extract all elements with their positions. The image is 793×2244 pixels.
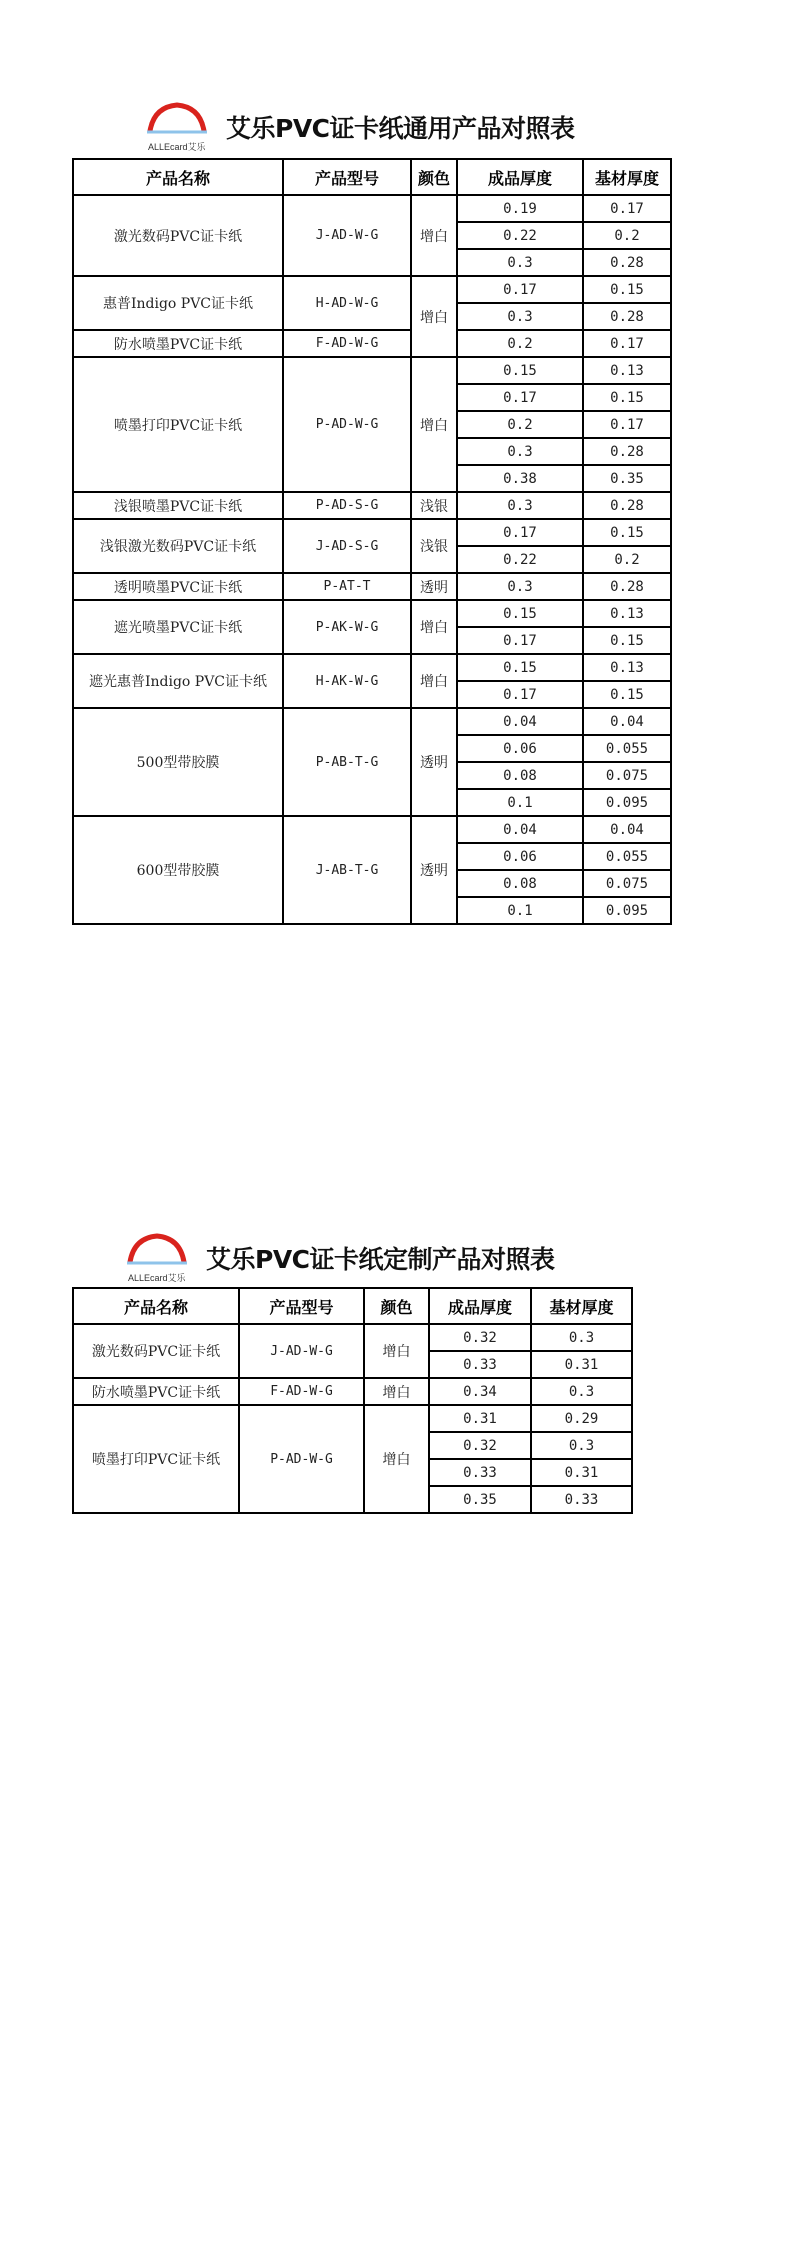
product-model: P-AD-S-G xyxy=(283,492,411,519)
header-base-thickness: 基材厚度 xyxy=(531,1288,632,1324)
finished-thickness: 0.32 xyxy=(429,1324,531,1351)
finished-thickness: 0.15 xyxy=(457,600,583,627)
base-thickness: 0.2 xyxy=(583,222,671,249)
header-row xyxy=(73,159,671,195)
base-thickness: 0.17 xyxy=(583,330,671,357)
product-name: 透明喷墨PVC证卡纸 xyxy=(73,573,283,600)
product-model: P-AK-W-G xyxy=(283,600,411,654)
finished-thickness: 0.19 xyxy=(457,195,583,222)
product-model: J-AB-T-G xyxy=(283,816,411,924)
finished-thickness: 0.17 xyxy=(457,627,583,654)
finished-thickness: 0.17 xyxy=(457,681,583,708)
base-thickness: 0.17 xyxy=(583,195,671,222)
product-name: 500型带胶膜 xyxy=(73,708,283,816)
base-thickness: 0.055 xyxy=(583,843,671,870)
finished-thickness: 0.22 xyxy=(457,222,583,249)
allecard-logo: ALLEcard艾乐 xyxy=(124,1232,190,1284)
base-thickness: 0.31 xyxy=(531,1459,632,1486)
product-name: 防水喷墨PVC证卡纸 xyxy=(73,330,283,357)
allecard-logo: ALLEcard艾乐 xyxy=(144,101,210,153)
finished-thickness: 0.33 xyxy=(429,1351,531,1378)
custom-products-table xyxy=(72,1287,633,1514)
product-name: 防水喷墨PVC证卡纸 xyxy=(73,1378,239,1405)
base-thickness: 0.15 xyxy=(583,627,671,654)
header-color: 颜色 xyxy=(411,159,457,195)
table-row xyxy=(73,654,671,681)
base-thickness: 0.28 xyxy=(583,573,671,600)
product-model: P-AD-W-G xyxy=(239,1405,364,1513)
base-thickness: 0.35 xyxy=(583,465,671,492)
finished-thickness: 0.17 xyxy=(457,384,583,411)
general-products-table xyxy=(72,158,672,925)
base-thickness: 0.15 xyxy=(583,276,671,303)
product-name: 激光数码PVC证卡纸 xyxy=(73,195,283,276)
base-thickness: 0.15 xyxy=(583,519,671,546)
product-model: J-AD-W-G xyxy=(283,195,411,276)
product-color: 增白 xyxy=(411,195,457,276)
table-row xyxy=(73,276,671,303)
product-model: J-AD-S-G xyxy=(283,519,411,573)
product-color: 透明 xyxy=(411,816,457,924)
finished-thickness: 0.06 xyxy=(457,843,583,870)
product-name: 遮光惠普Indigo PVC证卡纸 xyxy=(73,654,283,708)
product-name: 浅银激光数码PVC证卡纸 xyxy=(73,519,283,573)
product-color: 增白 xyxy=(364,1324,429,1378)
finished-thickness: 0.32 xyxy=(429,1432,531,1459)
base-thickness: 0.04 xyxy=(583,816,671,843)
finished-thickness: 0.34 xyxy=(429,1378,531,1405)
finished-thickness: 0.35 xyxy=(429,1486,531,1513)
base-thickness: 0.31 xyxy=(531,1351,632,1378)
product-name: 喷墨打印PVC证卡纸 xyxy=(73,357,283,492)
finished-thickness: 0.2 xyxy=(457,330,583,357)
table-row xyxy=(73,708,671,735)
base-thickness: 0.28 xyxy=(583,438,671,465)
product-model: P-AT-T xyxy=(283,573,411,600)
product-color: 增白 xyxy=(411,276,457,357)
base-thickness: 0.075 xyxy=(583,762,671,789)
finished-thickness: 0.04 xyxy=(457,708,583,735)
finished-thickness: 0.1 xyxy=(457,897,583,924)
base-thickness: 0.3 xyxy=(531,1378,632,1405)
table-row xyxy=(73,492,671,519)
header-finished-thickness: 成品厚度 xyxy=(429,1288,531,1324)
product-name: 浅银喷墨PVC证卡纸 xyxy=(73,492,283,519)
table-row xyxy=(73,519,671,546)
product-model: H-AD-W-G xyxy=(283,276,411,330)
product-color: 透明 xyxy=(411,573,457,600)
base-thickness: 0.13 xyxy=(583,357,671,384)
product-name: 激光数码PVC证卡纸 xyxy=(73,1324,239,1378)
finished-thickness: 0.33 xyxy=(429,1459,531,1486)
product-color: 透明 xyxy=(411,708,457,816)
finished-thickness: 0.08 xyxy=(457,870,583,897)
page-title: 艾乐PVC证卡纸通用产品对照表 xyxy=(226,114,575,143)
finished-thickness: 0.3 xyxy=(457,492,583,519)
base-thickness: 0.29 xyxy=(531,1405,632,1432)
base-thickness: 0.33 xyxy=(531,1486,632,1513)
finished-thickness: 0.3 xyxy=(457,303,583,330)
base-thickness: 0.2 xyxy=(583,546,671,573)
base-thickness: 0.15 xyxy=(583,681,671,708)
header-product-model: 产品型号 xyxy=(283,159,411,195)
table-row xyxy=(73,816,671,843)
product-model: P-AB-T-G xyxy=(283,708,411,816)
product-color: 增白 xyxy=(364,1405,429,1513)
table-2-header xyxy=(124,1232,555,1284)
finished-thickness: 0.1 xyxy=(457,789,583,816)
table-row xyxy=(73,330,671,357)
finished-thickness: 0.17 xyxy=(457,519,583,546)
table-row xyxy=(73,1405,632,1432)
finished-thickness: 0.06 xyxy=(457,735,583,762)
header-product-name: 产品名称 xyxy=(73,159,283,195)
table-row xyxy=(73,600,671,627)
base-thickness: 0.075 xyxy=(583,870,671,897)
finished-thickness: 0.38 xyxy=(457,465,583,492)
base-thickness: 0.28 xyxy=(583,492,671,519)
header-finished-thickness: 成品厚度 xyxy=(457,159,583,195)
page-title: 艾乐PVC证卡纸定制产品对照表 xyxy=(206,1245,555,1274)
product-model: P-AD-W-G xyxy=(283,357,411,492)
product-color: 浅银 xyxy=(411,492,457,519)
finished-thickness: 0.15 xyxy=(457,357,583,384)
header-base-thickness: 基材厚度 xyxy=(583,159,671,195)
base-thickness: 0.28 xyxy=(583,303,671,330)
product-name: 喷墨打印PVC证卡纸 xyxy=(73,1405,239,1513)
finished-thickness: 0.2 xyxy=(457,411,583,438)
finished-thickness: 0.08 xyxy=(457,762,583,789)
finished-thickness: 0.04 xyxy=(457,816,583,843)
base-thickness: 0.13 xyxy=(583,600,671,627)
finished-thickness: 0.3 xyxy=(457,573,583,600)
finished-thickness: 0.31 xyxy=(429,1405,531,1432)
table-row xyxy=(73,357,671,384)
base-thickness: 0.3 xyxy=(531,1432,632,1459)
header-product-model: 产品型号 xyxy=(239,1288,364,1324)
header-product-name: 产品名称 xyxy=(73,1288,239,1324)
base-thickness: 0.3 xyxy=(531,1324,632,1351)
product-name: 遮光喷墨PVC证卡纸 xyxy=(73,600,283,654)
product-model: F-AD-W-G xyxy=(283,330,411,357)
product-color: 增白 xyxy=(411,357,457,492)
product-color: 浅银 xyxy=(411,519,457,573)
base-thickness: 0.055 xyxy=(583,735,671,762)
finished-thickness: 0.3 xyxy=(457,249,583,276)
product-model: J-AD-W-G xyxy=(239,1324,364,1378)
product-model: F-AD-W-G xyxy=(239,1378,364,1405)
header-color: 颜色 xyxy=(364,1288,429,1324)
header-row xyxy=(73,1288,632,1324)
product-color: 增白 xyxy=(411,654,457,708)
table-1-header xyxy=(144,101,575,153)
table-row xyxy=(73,1378,632,1405)
product-name: 600型带胶膜 xyxy=(73,816,283,924)
finished-thickness: 0.3 xyxy=(457,438,583,465)
table-row xyxy=(73,195,671,222)
product-color: 增白 xyxy=(411,600,457,654)
base-thickness: 0.15 xyxy=(583,384,671,411)
finished-thickness: 0.22 xyxy=(457,546,583,573)
base-thickness: 0.04 xyxy=(583,708,671,735)
product-model: H-AK-W-G xyxy=(283,654,411,708)
product-name: 惠普Indigo PVC证卡纸 xyxy=(73,276,283,330)
table-row xyxy=(73,573,671,600)
base-thickness: 0.095 xyxy=(583,897,671,924)
base-thickness: 0.095 xyxy=(583,789,671,816)
product-color: 增白 xyxy=(364,1378,429,1405)
base-thickness: 0.13 xyxy=(583,654,671,681)
finished-thickness: 0.15 xyxy=(457,654,583,681)
base-thickness: 0.28 xyxy=(583,249,671,276)
finished-thickness: 0.17 xyxy=(457,276,583,303)
table-row xyxy=(73,1324,632,1351)
base-thickness: 0.17 xyxy=(583,411,671,438)
